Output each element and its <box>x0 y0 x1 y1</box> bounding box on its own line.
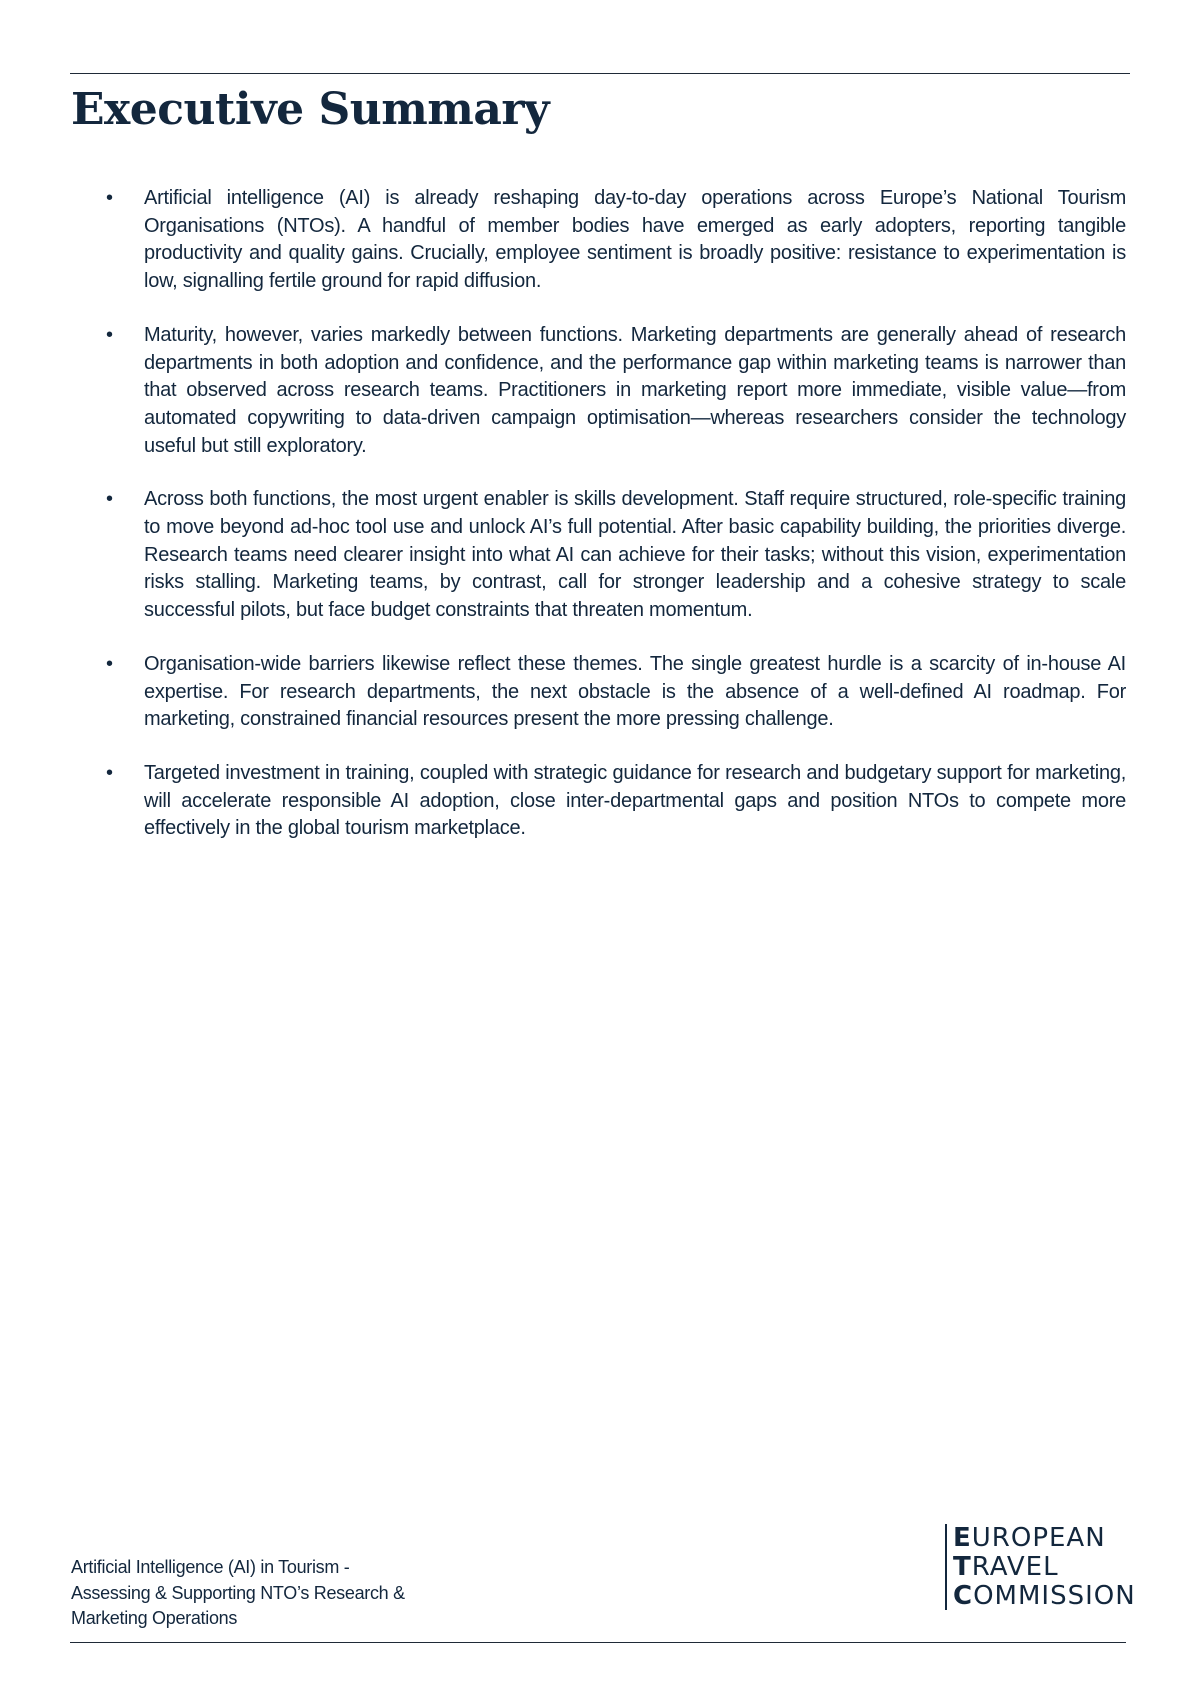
list-item <box>100 651 1126 734</box>
bullet-icon: • <box>106 187 114 209</box>
logo-bar <box>945 1524 947 1610</box>
logo-wordmark <box>953 1524 1136 1610</box>
footer-report-title <box>71 1555 471 1632</box>
bullet-text: Across both functions, the most urgent enabler is skills development. Staff require structured, role-specific training to move beyond ad-hoc tool use and unlock AI’s full potential. After basic capability building, the priorities diverge. Research teams need clearer insight into what AI can achieve for their tasks; without this vision, experimentation risks stalling. Marketing teams, by contrast, call for stronger leadership and a cohesive strategy to scale successful pilots, but face budget constraints that threaten momentum. <box>144 488 1126 622</box>
list-item <box>100 185 1126 296</box>
bullet-text: Maturity, however, varies markedly between functions. Marketing departments are generally ahead of research departments in both adoption and confidence, and the performance gap within marketing teams is narrower than that observed across research teams. Practitioners in marketing report more immediate, visible value—from automated copywriting to data-driven campaign optimisation—whereas researchers consider the technology useful but still exploratory. <box>144 323 1126 457</box>
list-item <box>100 486 1126 625</box>
bullet-text: Targeted investment in training, coupled with strategic guidance for research and budgetary support for marketing, will accelerate responsible AI adoption, close inter-departmental gaps and position NTOs to compete more effectively in the global tourism marketplace. <box>144 761 1126 840</box>
bullet-text: Artificial intelligence (AI) is already reshaping day-to-day operations across Europe’s National Tourism Organisations (NTOs). A handful of member bodies have emerged as early adopters, reporting tangible productivity and quality gains. Crucially, employee sentiment is broadly positive: resistance to experimentation is low, signalling fertile ground for rapid diffusion. <box>144 187 1126 293</box>
list-item <box>100 760 1126 843</box>
european-travel-commission-logo <box>945 1524 1136 1610</box>
bullet-icon: • <box>106 323 114 346</box>
logo-word-european: EUROPEAN <box>953 1523 1106 1553</box>
logo-word-commission: COMMISSION <box>953 1581 1136 1611</box>
top-divider <box>70 73 1130 74</box>
footer-caption-line: Assessing & Supporting NTO’s Research & <box>71 1582 405 1603</box>
footer-caption-line: Marketing Operations <box>71 1608 238 1628</box>
list-item <box>100 322 1126 461</box>
bullet-icon: • <box>106 488 114 511</box>
logo-word-travel: TRAVEL <box>953 1552 1059 1582</box>
bullet-icon: • <box>106 652 114 675</box>
bullet-icon: • <box>106 761 114 784</box>
footer-caption-line: Artificial Intelligence (AI) in Tourism - <box>71 1557 350 1577</box>
page-title: Executive Summary <box>71 84 550 135</box>
bullet-text: Organisation-wide barriers likewise reflect these themes. The single greatest hurdle is a scarcity of in-house AI expertise. For research departments, the next obstacle is the absence of a well-defined AI roadmap. For marketing, constrained financial resources present the more pressing challenge. <box>144 652 1126 731</box>
summary-bullet-list <box>100 185 1126 869</box>
bottom-divider <box>70 1642 1126 1643</box>
